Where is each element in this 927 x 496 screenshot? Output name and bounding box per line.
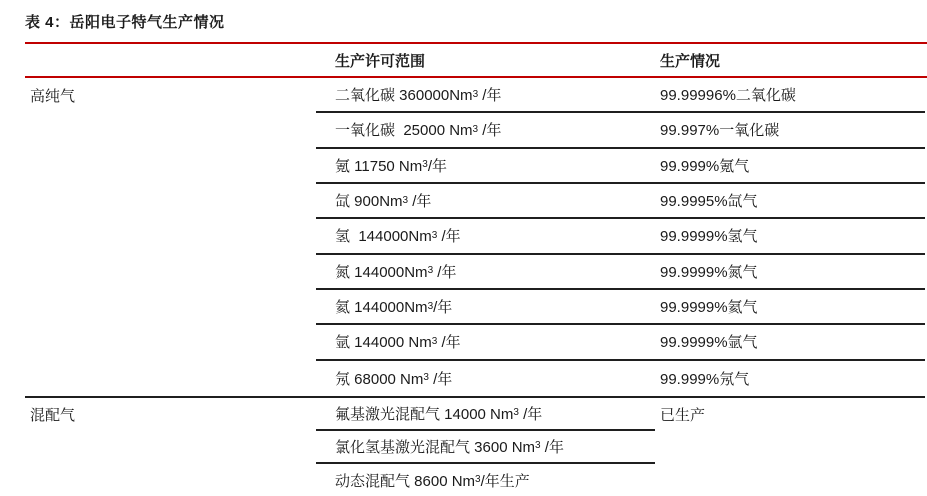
status-cell: 99.9999%氢气 [660,228,758,246]
row-content [316,398,925,431]
table-section [25,78,925,396]
status-cell: 99.997%一氧化碳 [660,122,780,140]
license-cell: 氮 144000Nm 3 /年 [335,263,457,281]
status-cell [655,464,925,496]
table-row [25,149,925,184]
table-row [25,361,925,396]
table-row [25,398,925,431]
category-cell [25,361,316,396]
license-cell: 氦 144000Nm 3 /年 [335,299,453,317]
category-cell [25,325,316,360]
category-label: 混配气 [30,406,76,424]
row-content [316,361,925,396]
row-content [316,464,925,496]
row-content [316,78,925,113]
table-body [25,78,925,496]
table-row [25,219,925,254]
license-cell: 二氧化碳 360000Nm 3 /年 [335,87,502,105]
status-cell: 99.999%氪气 [660,157,750,175]
category-cell [25,255,316,290]
license-cell: 一氧化碳 25000 Nm 3 /年 [335,122,502,140]
row-content [316,431,925,464]
row-content [316,184,925,219]
table-row [25,290,925,325]
row-content [316,113,925,148]
license-cell: 氪 11750 Nm 3 /年 [335,157,447,175]
status-cell: 99.999%氖气 [660,370,750,388]
table-row [25,78,925,113]
status-cell: 99.9999%氩气 [660,334,758,352]
status-cell: 99.99996%二氧化碳 [660,87,796,105]
status-cell: 99.9999%氦气 [660,299,758,317]
license-cell: 氟基激光混配气 14000 Nm 3 /年 [316,398,655,431]
table-row [25,184,925,219]
license-cell: 氯化氢基激光混配气 3600 Nm 3 /年 [316,431,655,464]
category-cell [25,78,316,113]
header-status-cell: 生产情况 [660,52,721,70]
row-content [316,255,925,290]
license-cell: 氢 144000Nm 3 /年 [335,228,461,246]
header-license-cell: 生产许可范围 [335,52,426,70]
table-section [25,396,925,496]
table-row [25,431,925,464]
category-cell [25,431,316,464]
table-header-row [25,44,925,76]
table-row [25,255,925,290]
license-cell: 氖 68000 Nm 3 /年 [335,370,453,388]
category-cell [25,149,316,184]
row-content [316,219,925,254]
row-content [316,290,925,325]
category-label: 高纯气 [30,88,76,106]
table-row [25,113,925,148]
table-row [25,325,925,360]
status-cell: 99.9999%氮气 [660,263,758,281]
status-cell [655,431,925,464]
category-cell [25,464,316,496]
license-cell: 氩 144000 Nm 3 /年 [335,334,461,352]
status-cell: 已生产 [660,406,706,424]
license-cell: 氙 900Nm 3 /年 [335,193,432,211]
table-row [25,464,925,496]
status-cell: 99.9995%氙气 [660,193,758,211]
table-title: 表 4：岳阳电子特气生产情况 [25,14,225,31]
category-cell [25,184,316,219]
row-content [316,149,925,184]
category-cell [25,219,316,254]
category-cell [25,290,316,325]
row-content [316,325,925,360]
license-cell: 动态混配气 8600 Nm 3 /年生产 [335,472,530,490]
category-cell [25,113,316,148]
category-cell [25,398,316,431]
